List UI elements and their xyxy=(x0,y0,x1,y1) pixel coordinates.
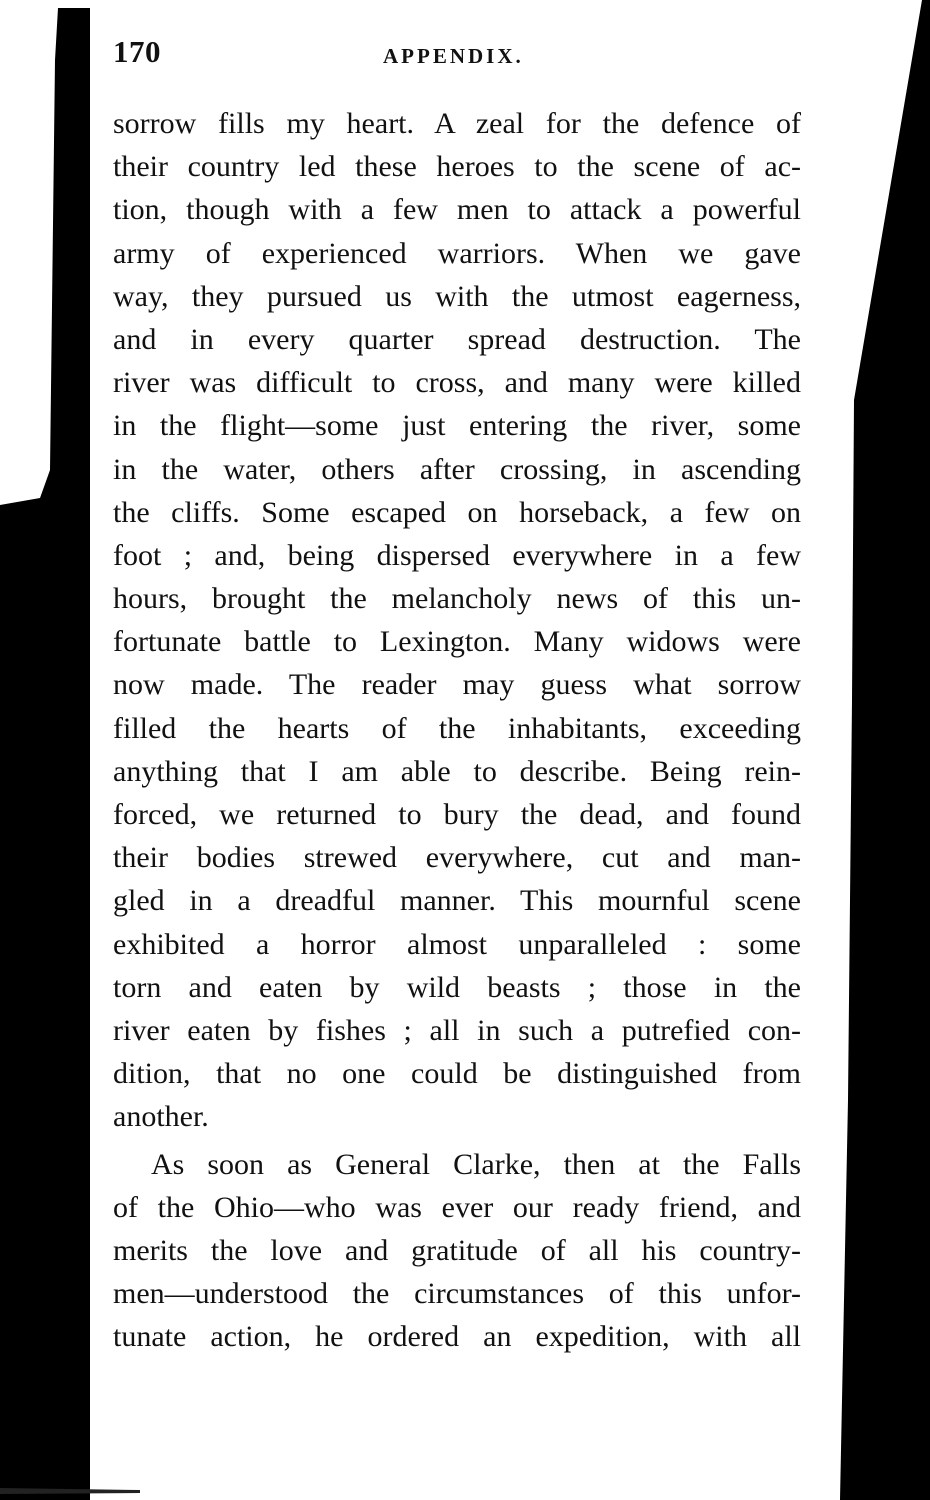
paragraph xyxy=(113,102,801,1139)
scan-edge-right xyxy=(830,0,930,1500)
text-line: river was difficult to cross, and many were killed xyxy=(113,366,801,400)
text-line: gled in a dreadful manner. This mournful scene xyxy=(113,884,801,918)
text-line: hours, brought the melancholy news of this un- xyxy=(113,582,801,616)
text-line: army of experienced warriors. When we gave xyxy=(113,236,801,270)
text-line: the cliffs. Some escaped on horseback, a few on xyxy=(113,495,801,529)
text-line: dition, that no one could be distinguished from xyxy=(113,1057,801,1091)
text-line: filled the hearts of the inhabitants, exceeding xyxy=(113,711,801,745)
text-line: their country led these heroes to the scene of ac- xyxy=(113,150,801,184)
paragraph xyxy=(113,1143,801,1359)
text-line: now made. The reader may guess what sorrow xyxy=(113,668,801,702)
page-number: 170 xyxy=(113,34,161,69)
text-line: foot ; and, being dispersed everywhere in a few xyxy=(113,538,801,572)
running-head: APPENDIX. xyxy=(383,44,524,68)
text-line: another. xyxy=(113,1100,209,1134)
text-line: tion, though with a few men to attack a powerful xyxy=(113,193,801,227)
text-line: and in every quarter spread destruction. The xyxy=(113,322,801,356)
text-line: merits the love and gratitude of all his country- xyxy=(113,1233,801,1267)
text-line: anything that I am able to describe. Being rein- xyxy=(113,754,801,788)
text-line: river eaten by fishes ; all in such a putrefied con- xyxy=(113,1013,801,1047)
body-text xyxy=(113,102,801,1358)
text-line: in the flight—some just entering the river, some xyxy=(113,409,801,443)
scan-edge-bottom xyxy=(0,1480,140,1500)
text-line: As soon as General Clarke, then at the Falls xyxy=(151,1147,801,1181)
text-line: their bodies strewed everywhere, cut and man- xyxy=(113,841,801,875)
text-line: in the water, others after crossing, in ascending xyxy=(113,452,801,486)
text-line: of the Ohio—who was ever our ready friend, and xyxy=(113,1190,801,1224)
text-line: way, they pursued us with the utmost eagerness, xyxy=(113,279,801,313)
text-line: fortunate battle to Lexington. Many widows were xyxy=(113,625,801,659)
text-line: forced, we returned to bury the dead, and found xyxy=(113,798,801,831)
page-header xyxy=(113,30,803,80)
text-line: men—understood the circumstances of this unfor- xyxy=(113,1277,801,1311)
text-line: sorrow fills my heart. A zeal for the defence of xyxy=(113,107,801,140)
text-line: exhibited a horror almost unparalleled : some xyxy=(113,927,801,961)
text-line: torn and eaten by wild beasts ; those in the xyxy=(113,970,801,1004)
scan-edge-left xyxy=(0,0,90,1500)
text-line: tunate action, he ordered an expedition, with all xyxy=(113,1320,801,1354)
